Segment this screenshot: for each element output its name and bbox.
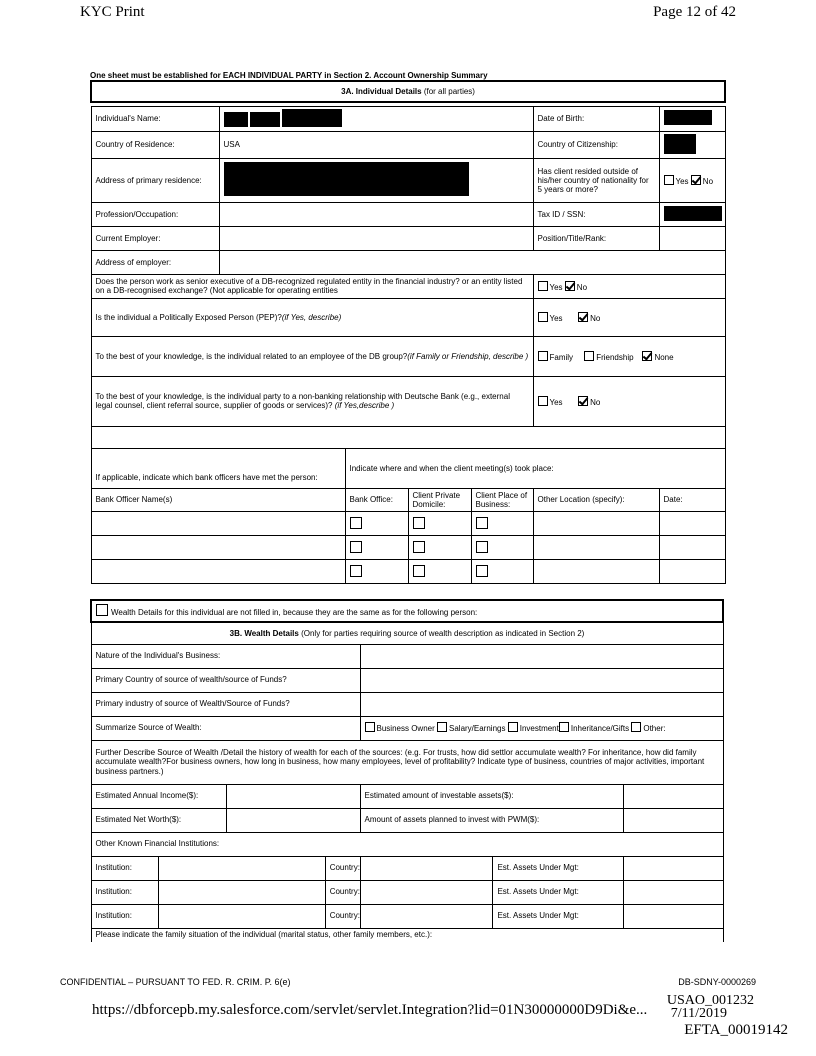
residence-value: USA xyxy=(219,131,533,158)
est-assets-label: Est. Assets Under Mgt: xyxy=(493,904,624,928)
primary-industry-label: Primary industry of source of Wealth/Source of Funds? xyxy=(91,692,360,716)
country-label: Country: xyxy=(325,904,360,928)
employer-label: Current Employer: xyxy=(91,226,219,250)
citizenship-label: Country of Citizenship: xyxy=(533,131,659,158)
address-label: Address of primary residence: xyxy=(91,158,219,202)
page-number: Page 12 of 42 xyxy=(653,4,736,20)
wealth-details-table xyxy=(90,599,724,942)
employer-address-label: Address of employer: xyxy=(91,250,219,274)
citizenship-field xyxy=(659,131,725,158)
nature-business-field[interactable] xyxy=(360,644,723,668)
institution-label: Institution: xyxy=(91,880,159,904)
senior-exec-question: Does the person work as senior executive of a DB-recognized regulated entity in the financial industry? or an entity listed on a DB-recognised exchange? (Not applicable for operating entities xyxy=(91,274,533,298)
annual-income-field[interactable] xyxy=(226,784,360,808)
est-assets-field[interactable] xyxy=(624,856,723,880)
primary-country-field[interactable] xyxy=(360,668,723,692)
country-field[interactable] xyxy=(360,856,493,880)
section-3a-header: 3A. Individual Details (for all parties) xyxy=(91,81,725,102)
summarize-wealth-label: Summarize Source of Wealth: xyxy=(91,716,360,740)
dob-field xyxy=(659,106,725,131)
officers-met-label: If applicable, indicate which bank officers have met the person: xyxy=(91,448,345,488)
profession-label: Profession/Occupation: xyxy=(91,202,219,226)
nature-business-label: Nature of the Individual's Business: xyxy=(91,644,360,668)
client-business-col: Client Place of Business: xyxy=(471,488,533,511)
bank-office-col: Bank Office: xyxy=(345,488,408,511)
primary-industry-field[interactable] xyxy=(360,692,723,716)
checkbox-icon[interactable] xyxy=(350,517,362,529)
net-worth-field[interactable] xyxy=(226,808,360,832)
table-row xyxy=(91,880,723,904)
wealth-same-as-row: Wealth Details for this individual are not filled in, because they are the same as for the following person: xyxy=(91,600,723,622)
table-row xyxy=(91,904,723,928)
checkbox-icon[interactable] xyxy=(538,351,548,361)
individual-details-table xyxy=(90,80,726,584)
taxid-label: Tax ID / SSN: xyxy=(533,202,659,226)
checkbox-checked-icon[interactable] xyxy=(565,281,575,291)
employee-relation-question: To the best of your knowledge, is the individual related to an employee of the DB group?(if Family or Friendship, describe ) xyxy=(91,336,533,376)
employer-address-field xyxy=(219,250,725,274)
position-label: Position/Title/Rank: xyxy=(533,226,659,250)
checkbox-icon[interactable] xyxy=(584,351,594,361)
checkbox-icon[interactable] xyxy=(96,604,108,616)
print-header-title: KYC Print xyxy=(80,4,145,20)
employee-relation-answer: Family Friendship None xyxy=(533,336,725,376)
efta-number: EFTA_00019142 xyxy=(684,1022,788,1038)
primary-country-label: Primary Country of source of wealth/source of Funds? xyxy=(91,668,360,692)
summarize-wealth-options: Business Owner Salary/Earnings Investment Inheritance/Gifts Other: xyxy=(360,716,723,740)
checkbox-icon[interactable] xyxy=(350,565,362,577)
address-field xyxy=(219,158,533,202)
further-describe-wealth: Further Describe Source of Wealth /Detail the history of wealth for each of the sources: (e.g. For trusts, how did settlor accumulate wealth? For inheritance, how did family accumulate wealth?For business owners, how long in business, how many employees, level of profitability? Indicate type of business, countries of major activities, important business partners.) xyxy=(91,740,723,784)
table-row xyxy=(91,536,725,560)
assets-pwm-field[interactable] xyxy=(624,808,723,832)
checkbox-icon[interactable] xyxy=(538,396,548,406)
checkbox-checked-icon[interactable] xyxy=(578,312,588,322)
resided-abroad-answer: Yes No xyxy=(659,158,725,202)
checkbox-icon[interactable] xyxy=(664,175,674,185)
resided-abroad-question: Has client resided outside of his/her country of nationality for 5 years or more? xyxy=(533,158,659,202)
officer-name-col: Bank Officer Name(s) xyxy=(91,488,345,511)
pep-answer: Yes No xyxy=(533,298,725,336)
checkbox-icon[interactable] xyxy=(476,541,488,553)
table-row xyxy=(91,512,725,536)
non-banking-question: To the best of your knowledge, is the individual party to a non-banking relationship with Deutsche Bank (e.g., external legal counsel, client referral source, supplier of goods or services)? (if Yes,describe ) xyxy=(91,376,533,426)
country-field[interactable] xyxy=(360,880,493,904)
est-assets-field[interactable] xyxy=(624,904,723,928)
checkbox-icon[interactable] xyxy=(538,312,548,322)
instruction-note: One sheet must be established for EACH INDIVIDUAL PARTY in Section 2. Account Ownership Summary xyxy=(90,71,488,80)
checkbox-checked-icon[interactable] xyxy=(642,351,652,361)
country-label: Country: xyxy=(325,856,360,880)
annual-income-label: Estimated Annual Income($): xyxy=(91,784,226,808)
assets-pwm-label: Amount of assets planned to invest with PWM($): xyxy=(360,808,624,832)
institution-field[interactable] xyxy=(159,880,326,904)
checkbox-icon[interactable] xyxy=(538,281,548,291)
table-row xyxy=(91,856,723,880)
checkbox-icon[interactable] xyxy=(413,517,425,529)
print-date: 7/11/2019 xyxy=(670,1006,727,1021)
family-situation-label: Please indicate the family situation of the individual (marital status, other family members, etc.): xyxy=(91,928,723,942)
checkbox-icon[interactable] xyxy=(413,565,425,577)
country-label: Country: xyxy=(325,880,360,904)
bates-number: DB-SDNY-0000269 xyxy=(678,977,756,987)
institution-field[interactable] xyxy=(159,904,326,928)
employer-field xyxy=(219,226,533,250)
investable-assets-label: Estimated amount of investable assets($): xyxy=(360,784,624,808)
net-worth-label: Estimated Net Worth($): xyxy=(91,808,226,832)
non-banking-answer: Yes No xyxy=(533,376,725,426)
name-label: Individual's Name: xyxy=(91,106,219,131)
residence-label: Country of Residence: xyxy=(91,131,219,158)
section-3b-header: 3B. Wealth Details (Only for parties requiring source of wealth description as indicated in Section 2) xyxy=(91,622,723,644)
meeting-location-label: Indicate where and when the client meeting(s) took place: xyxy=(345,448,725,488)
checkbox-icon[interactable] xyxy=(476,565,488,577)
checkbox-icon[interactable] xyxy=(631,722,641,732)
checkbox-icon[interactable] xyxy=(413,541,425,553)
date-col: Date: xyxy=(659,488,725,511)
pep-question: Is the individual a Politically Exposed Person (PEP)?(if Yes, describe) xyxy=(91,298,533,336)
senior-exec-answer: Yes No xyxy=(533,274,725,298)
position-field xyxy=(659,226,725,250)
table-row xyxy=(91,560,725,584)
confidential-notice: CONFIDENTIAL – PURSUANT TO FED. R. CRIM. P. 6(e) xyxy=(60,977,291,987)
print-url: https://dbforcepb.my.salesforce.com/servlet/servlet.Integration?lid=01N30000000D9Di&e... xyxy=(92,1002,648,1018)
other-location-col: Other Location (specify): xyxy=(533,488,659,511)
est-assets-label: Est. Assets Under Mgt: xyxy=(493,856,624,880)
other-institutions-label: Other Known Financial Institutions: xyxy=(91,832,723,856)
checkbox-icon[interactable] xyxy=(365,722,375,732)
checkbox-checked-icon[interactable] xyxy=(578,396,588,406)
country-field[interactable] xyxy=(360,904,493,928)
checkbox-icon[interactable] xyxy=(508,722,518,732)
est-assets-label: Est. Assets Under Mgt: xyxy=(493,880,624,904)
checkbox-icon[interactable] xyxy=(437,722,447,732)
checkbox-icon[interactable] xyxy=(559,722,569,732)
name-field xyxy=(219,106,533,131)
checkbox-icon[interactable] xyxy=(476,517,488,529)
checkbox-icon[interactable] xyxy=(350,541,362,553)
est-assets-field[interactable] xyxy=(624,880,723,904)
spacer-row xyxy=(91,426,725,448)
dob-label: Date of Birth: xyxy=(533,106,659,131)
institution-label: Institution: xyxy=(91,904,159,928)
taxid-field xyxy=(659,202,725,226)
client-domicile-col: Client Private Domicile: xyxy=(408,488,471,511)
institution-field[interactable] xyxy=(159,856,326,880)
usao-number: USAO_001232 xyxy=(666,993,754,1008)
checkbox-checked-icon[interactable] xyxy=(691,175,701,185)
institution-label: Institution: xyxy=(91,856,159,880)
profession-field xyxy=(219,202,533,226)
investable-assets-field[interactable] xyxy=(624,784,723,808)
